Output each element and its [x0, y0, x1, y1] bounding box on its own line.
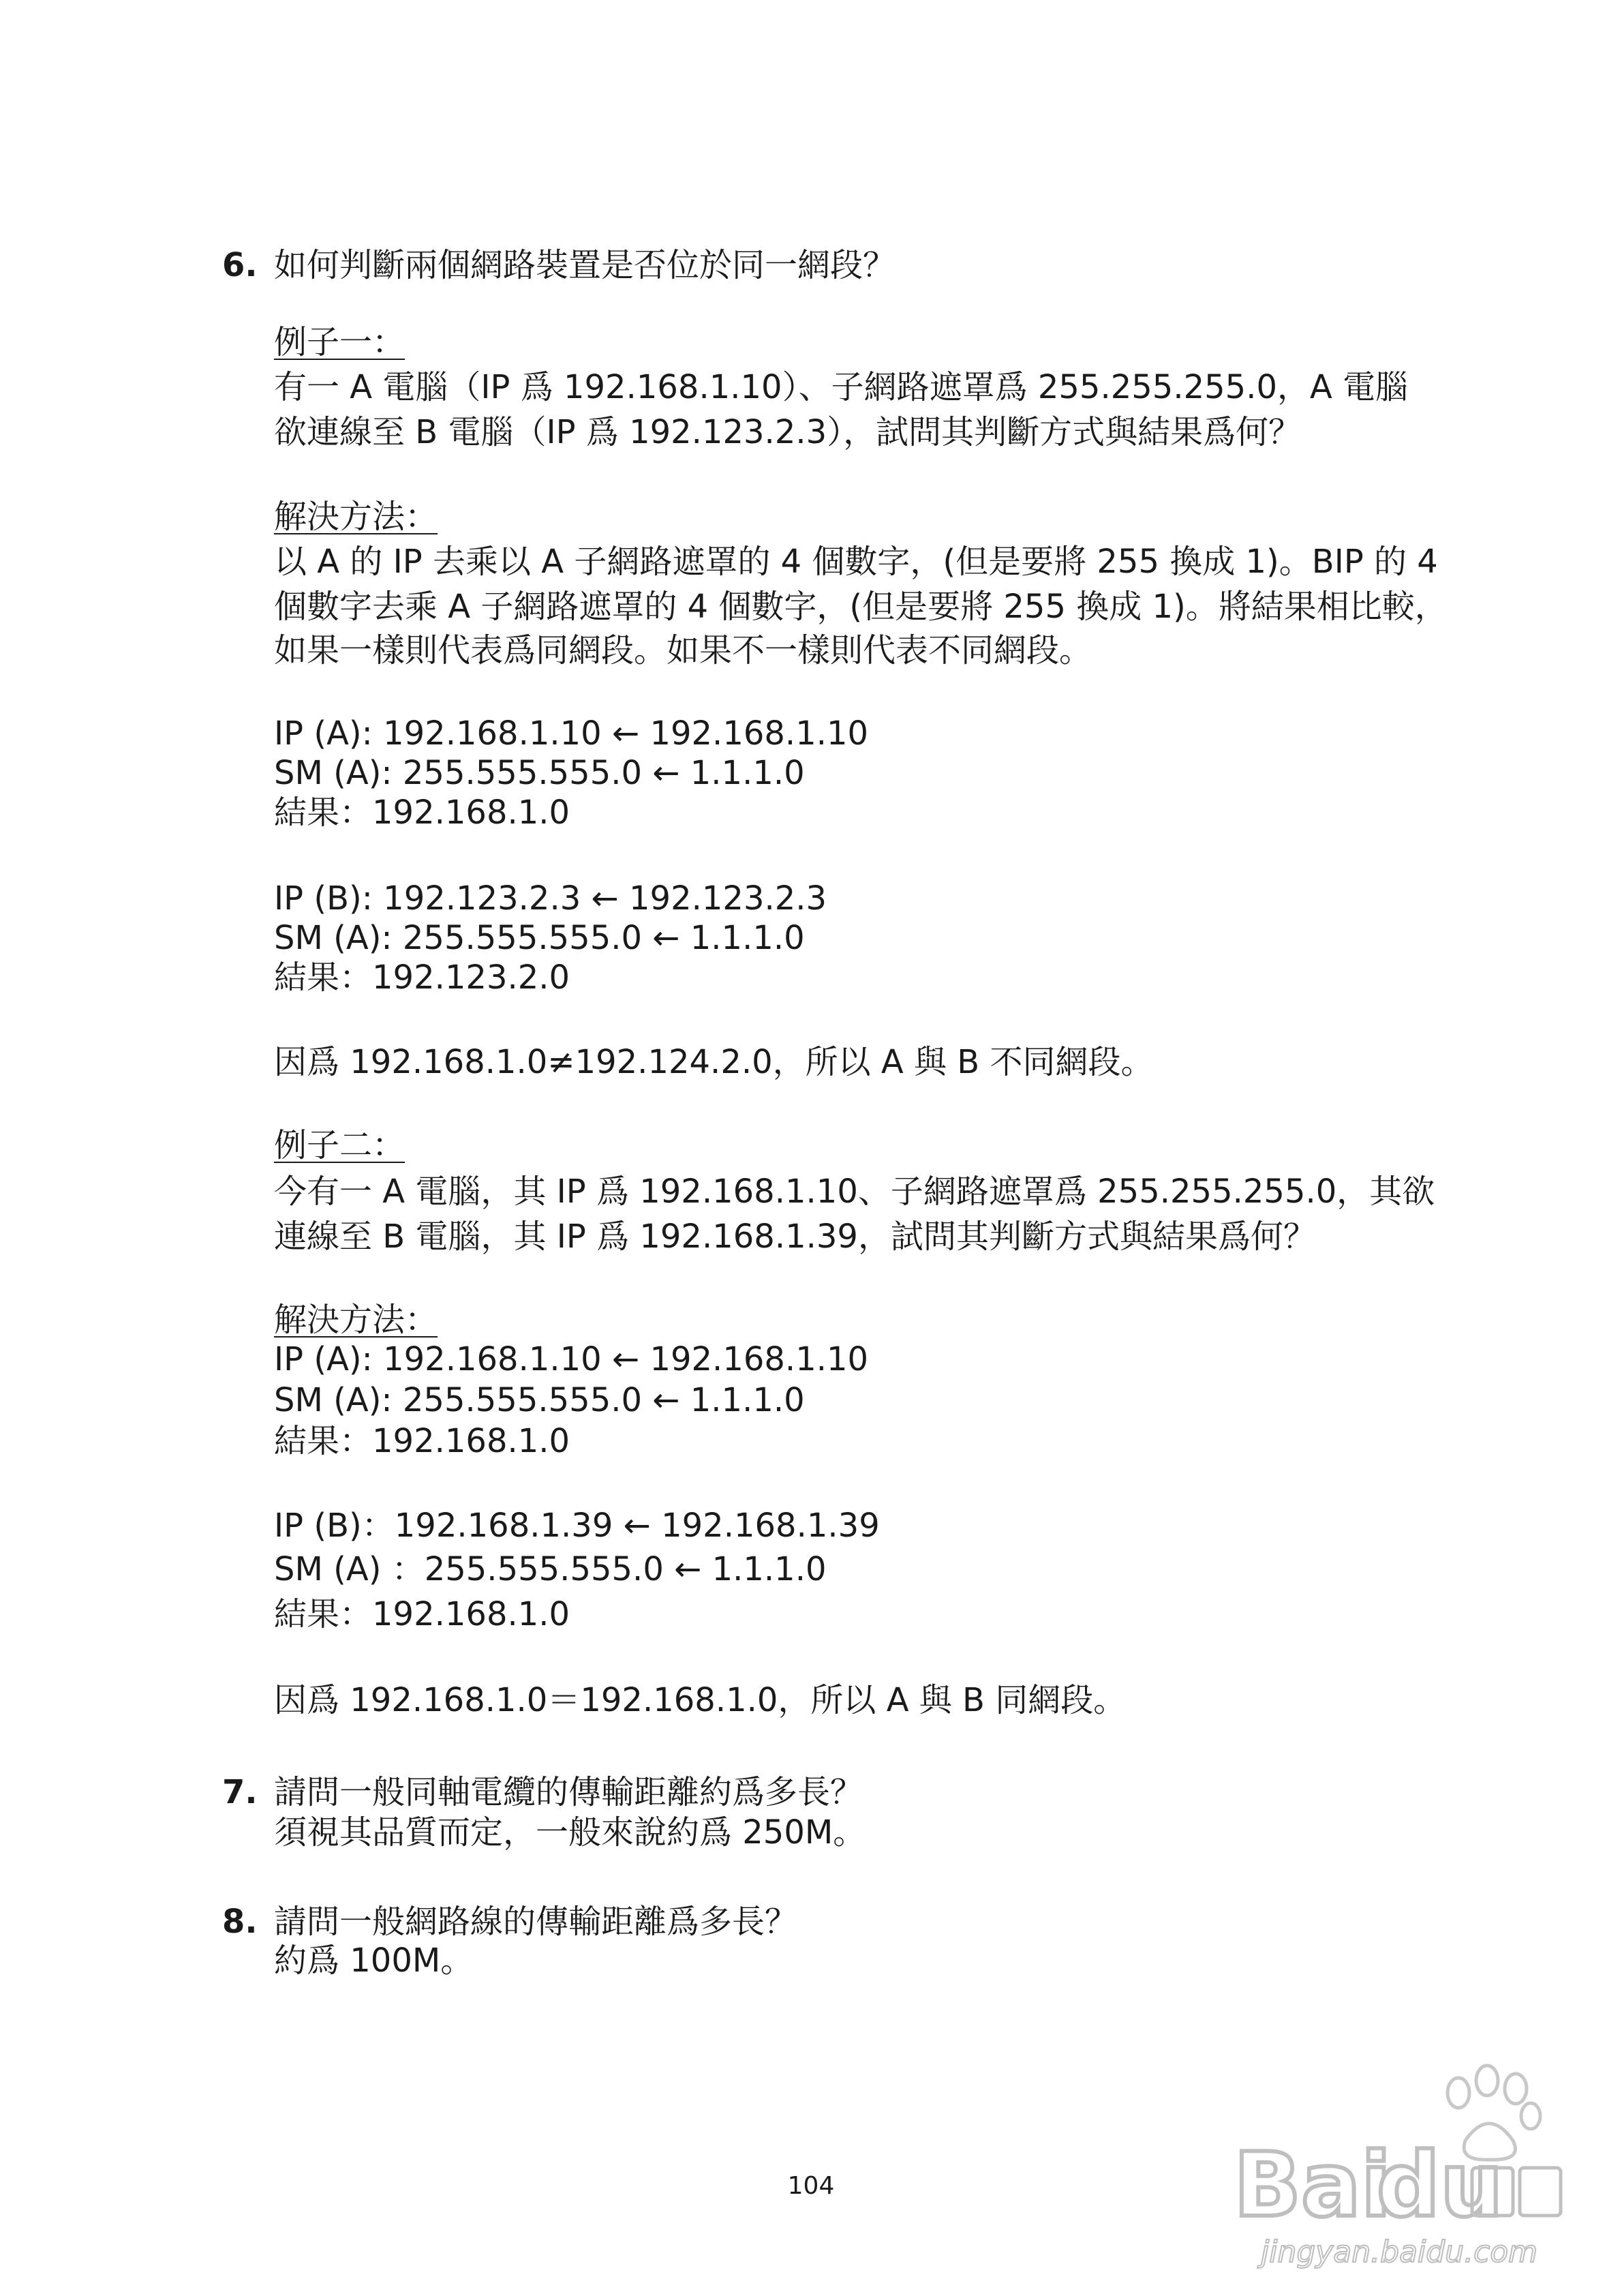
example-2-conclusion: 因爲 192.168.1.0＝192.168.1.0，所以 A 與 B 同網段。: [274, 1681, 1127, 1719]
calc-sm-b: SM (A): 255.555.555.0 ← 1.1.1.0: [274, 919, 805, 957]
question-text: 如何判斷兩個網路裝置是否位於同一網段？: [274, 246, 896, 284]
calc-sm-a: SM (A): 255.555.555.0 ← 1.1.1.0: [274, 754, 805, 792]
answer-7: 須視其品質而定，一般來說約爲 250M。: [274, 1813, 866, 1852]
example-1-text-line-1: 有一 A 電腦（IP 爲 192.168.1.10）、子網路遮罩爲 255.255.255.0，A 電腦: [274, 368, 1409, 406]
calc-ip-b: IP (B)：192.168.1.39 ← 192.168.1.39: [274, 1507, 880, 1545]
example-1-conclusion: 因爲 192.168.1.0≠192.124.2.0，所以 A 與 B 不同網段。: [274, 1043, 1154, 1081]
svg-text:du: du: [1377, 2133, 1503, 2237]
question-number: 6.: [222, 246, 258, 284]
calc-result-a: 結果：192.168.1.0: [274, 794, 570, 832]
question-number: 7.: [222, 1773, 258, 1811]
answer-8: 約爲 100M。: [274, 1942, 474, 1980]
question-number: 8.: [222, 1903, 258, 1941]
question-text: 請問一般同軸電纜的傳輸距離約爲多長？: [274, 1773, 863, 1811]
example-2-label: 例子二：: [274, 1126, 406, 1164]
calc-result-a: 結果：192.168.1.0: [274, 1422, 570, 1460]
example-2-text-line-2: 連線至 B 電腦，其 IP 爲 192.168.1.39，試問其判斷方式與結果爲何？: [274, 1218, 1316, 1256]
watermark-url-text: jingyan.baidu.com: [1261, 2235, 1538, 2269]
solution-text-line-1: 以 A 的 IP 去乘以 A 子網路遮罩的 4 個數字，(但是要將 255 換成 1)。BIP 的 4: [274, 543, 1438, 581]
solution-label: 解決方法：: [274, 498, 438, 536]
solution-label: 解決方法：: [274, 1301, 438, 1339]
solution-text-line-2: 個數字去乘 A 子網路遮罩的 4 個數字，(但是要將 255 換成 1)。將結果相比較，: [274, 588, 1448, 626]
calc-sm-a: SM (A): 255.555.555.0 ← 1.1.1.0: [274, 1381, 805, 1419]
calc-result-b: 結果：192.168.1.0: [274, 1595, 570, 1633]
solution-text-line-3: 如果一樣則代表爲同網段。如果不一樣則代表不同網段。: [274, 631, 1092, 669]
baidu-logo-icon: [1220, 2045, 1574, 2277]
calc-ip-b: IP (B): 192.123.2.3 ← 192.123.2.3: [274, 879, 827, 918]
calc-sm-b: SM (A) ：255.555.555.0 ← 1.1.1.0: [274, 1550, 827, 1588]
question-7: [222, 1766, 863, 1813]
question-8: [222, 1895, 797, 1942]
page-number: 104: [787, 2172, 835, 2200]
question-6: [222, 239, 896, 286]
calc-ip-a: IP (A): 192.168.1.10 ← 192.168.1.10: [274, 714, 869, 753]
example-1-text-line-2: 欲連線至 B 電腦（IP 爲 192.123.2.3），試問其判斷方式與結果爲何？: [274, 413, 1302, 451]
example-2-text-line-1: 今有一 A 電腦，其 IP 爲 192.168.1.10、子網路遮罩爲 255.255.255.0，其欲: [274, 1173, 1435, 1211]
calc-ip-a: IP (A): 192.168.1.10 ← 192.168.1.10: [274, 1340, 869, 1378]
example-1-label: 例子一：: [274, 323, 406, 361]
baidu-watermark: [1220, 2045, 1574, 2277]
calc-result-b: 結果：192.123.2.0: [274, 958, 570, 997]
watermark-brand-text: Bai: [1234, 2133, 1392, 2237]
question-text: 請問一般網路線的傳輸距離爲多長？: [274, 1903, 798, 1941]
